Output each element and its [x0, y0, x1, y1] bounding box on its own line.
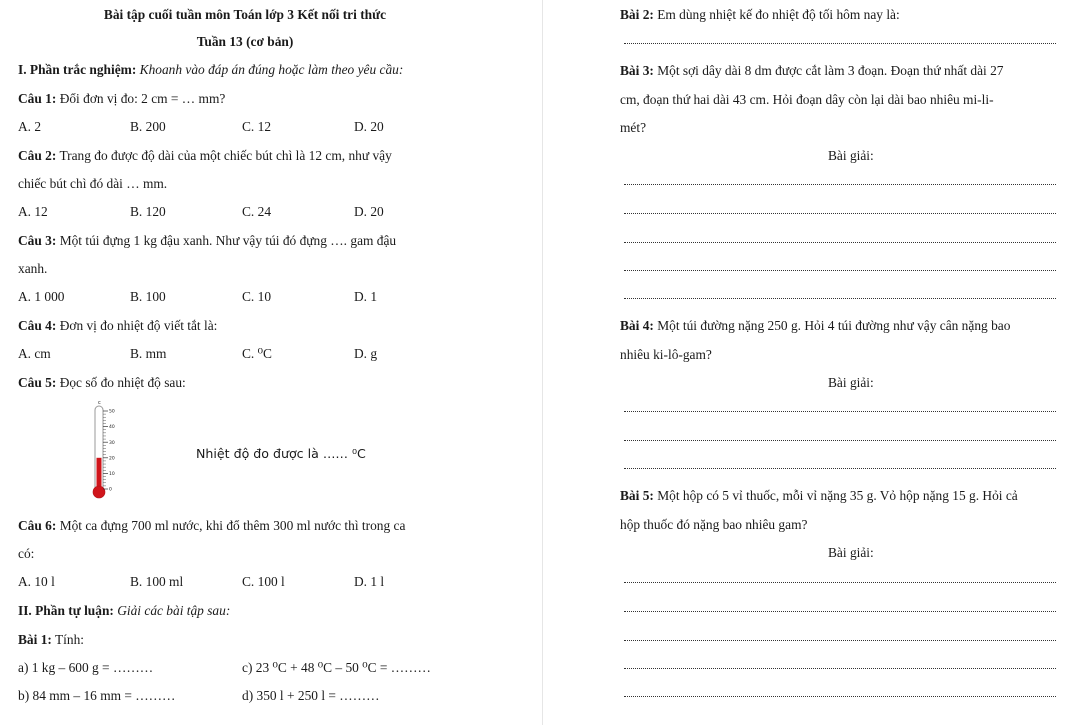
- part2-heading: II. Phần tự luận: Giải các bài tập sau:: [18, 603, 231, 618]
- part1-heading: I. Phần trắc nghiệm: Khoanh vào đáp án đúng hoặc làm theo yêu cầu:: [18, 62, 404, 77]
- question-2-cont: chiếc bút chì đó dài … mm.: [18, 176, 168, 191]
- q2-option-b[interactable]: B. 120: [130, 204, 166, 219]
- answer-line[interactable]: [624, 696, 1056, 697]
- q1-option-c[interactable]: C. 12: [242, 119, 272, 134]
- q4-option-d[interactable]: D. g: [354, 346, 378, 361]
- exercise-3-cont2: mét?: [620, 120, 647, 135]
- q2-option-c[interactable]: C. 24: [242, 204, 272, 219]
- question-6-cont: có:: [18, 546, 35, 561]
- q6-option-a[interactable]: A. 10 l: [18, 574, 55, 589]
- left-page: [0, 0, 542, 725]
- thermo-tick-label: 0: [109, 487, 112, 493]
- thermometer-image: [84, 397, 128, 501]
- q3-option-a[interactable]: A. 1 000: [18, 289, 65, 304]
- q6-option-d[interactable]: D. 1 l: [354, 574, 385, 589]
- exercise-3-cont: cm, đoạn thứ hai dài 43 cm. Hỏi đoạn dây còn lại dài bao nhiêu mi-li-: [620, 92, 994, 107]
- q1-option-a[interactable]: A. 2: [18, 119, 42, 134]
- solution-heading: Bài giải:: [828, 545, 874, 560]
- q3-option-d[interactable]: D. 1: [354, 289, 378, 304]
- answer-line[interactable]: [624, 640, 1056, 641]
- question-2: Câu 2: Trang đo được độ dài của một chiếc bút chì là 12 cm, như vậy: [18, 148, 392, 163]
- thermo-tick-label: 50: [109, 409, 115, 415]
- answer-line[interactable]: [624, 184, 1056, 185]
- q4-option-b[interactable]: B. mm: [130, 346, 167, 361]
- thermo-tick-label: 30: [109, 440, 115, 446]
- right-page: [614, 0, 1086, 725]
- thermo-unit: c: [98, 400, 101, 406]
- thermo-tick-label: 20: [109, 456, 115, 462]
- question-3-cont: xanh.: [18, 261, 48, 276]
- week-label: Tuần 13 (cơ bản): [196, 34, 294, 49]
- question-1: Câu 1: Đổi đơn vị đo: 2 cm = … mm?: [18, 91, 226, 106]
- answer-line[interactable]: [624, 242, 1056, 243]
- question-5: Câu 5: Đọc số đo nhiệt độ sau:: [18, 375, 186, 390]
- exercise-4-cont: nhiêu ki-lô-gam?: [620, 347, 712, 362]
- thermo-bulb: [93, 486, 105, 498]
- q3-option-b[interactable]: B. 100: [130, 289, 166, 304]
- exercise-1b: b) 84 mm – 16 mm = ………: [18, 688, 176, 703]
- exercise-2: Bài 2: Em dùng nhiệt kế đo nhiệt độ tối hôm nay là:: [620, 7, 900, 22]
- answer-line[interactable]: [624, 298, 1056, 299]
- answer-line[interactable]: [624, 213, 1056, 214]
- worksheet-title: Bài tập cuối tuần môn Toán lớp 3 Kết nối tri thức: [103, 7, 387, 22]
- answer-line[interactable]: [624, 270, 1056, 271]
- q3-option-c[interactable]: C. 10: [242, 289, 272, 304]
- answer-line[interactable]: [624, 440, 1056, 441]
- answer-line[interactable]: [624, 668, 1056, 669]
- solution-heading: Bài giải:: [828, 148, 874, 163]
- exercise-3: Bài 3: Một sợi dây dài 8 dm được cắt làm 3 đoạn. Đoạn thứ nhất dài 27: [620, 63, 1004, 78]
- answer-line[interactable]: [624, 582, 1056, 583]
- exercise-5-cont: hộp thuốc đó nặng bao nhiêu gam?: [620, 517, 808, 532]
- thermo-tick-label: 10: [109, 472, 115, 477]
- q1-option-d[interactable]: D. 20: [354, 119, 384, 134]
- exercise-1c: c) 23 ⁰C + 48 ⁰C – 50 ⁰C = ………: [242, 660, 431, 675]
- exercise-4: Bài 4: Một túi đường nặng 250 g. Hỏi 4 túi đường như vậy cân nặng bao: [620, 318, 1011, 333]
- solution-heading: Bài giải:: [828, 375, 874, 390]
- q4-option-c[interactable]: C. ⁰C: [242, 346, 272, 361]
- answer-line[interactable]: [624, 43, 1056, 44]
- answer-line[interactable]: [624, 411, 1056, 412]
- exercise-1: Bài 1: Tính:: [18, 632, 84, 647]
- question-4: Câu 4: Đơn vị đo nhiệt độ viết tắt là:: [18, 318, 218, 333]
- question-6: Câu 6: Một ca đựng 700 ml nước, khi đổ thêm 300 ml nước thì trong ca: [18, 518, 406, 533]
- thermo-tick-label: 40: [109, 425, 115, 431]
- question-3: Câu 3: Một túi đựng 1 kg đậu xanh. Như vậy túi đó đựng …. gam đậu: [18, 233, 397, 248]
- answer-line[interactable]: [624, 611, 1056, 612]
- q1-option-b[interactable]: B. 200: [130, 119, 166, 134]
- q4-option-a[interactable]: A. cm: [18, 346, 51, 361]
- page-gutter: [542, 0, 616, 725]
- q2-option-d[interactable]: D. 20: [354, 204, 384, 219]
- q6-option-b[interactable]: B. 100 ml: [130, 574, 184, 589]
- exercise-1d: d) 350 l + 250 l = ………: [242, 688, 380, 703]
- answer-line[interactable]: [624, 468, 1056, 469]
- exercise-1a: a) 1 kg – 600 g = ………: [18, 660, 154, 675]
- q6-option-c[interactable]: C. 100 l: [242, 574, 285, 589]
- q2-option-a[interactable]: A. 12: [18, 204, 48, 219]
- q5-answer-line: Nhiệt độ đo được là …… ⁰C: [196, 446, 366, 461]
- exercise-5: Bài 5: Một hộp có 5 vỉ thuốc, mỗi vỉ nặng 35 g. Vỏ hộp nặng 15 g. Hỏi cả: [620, 488, 1018, 503]
